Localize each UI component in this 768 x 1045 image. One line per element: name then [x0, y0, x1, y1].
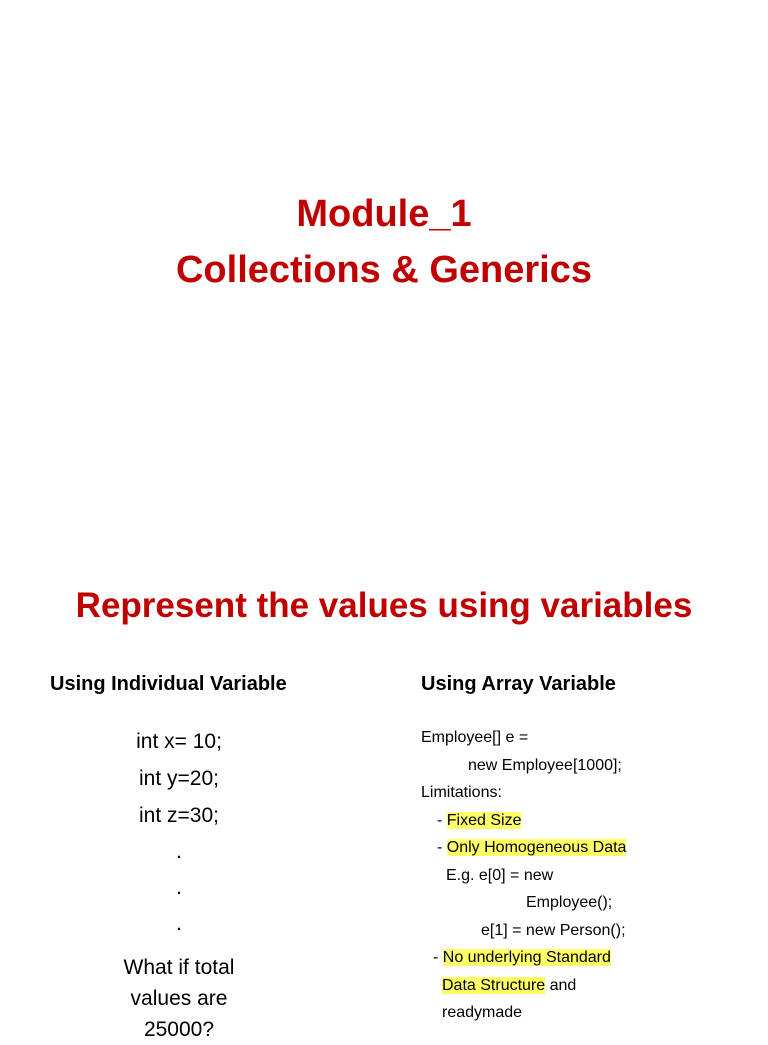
- individual-variable-column: [30, 723, 328, 1045]
- bullet-dash: -: [433, 949, 443, 966]
- question-text: [30, 952, 328, 1045]
- ellipsis-dot: .: [176, 840, 182, 863]
- example-line: e[1] = new Person();: [481, 921, 626, 939]
- limitations-label: Limitations:: [421, 784, 502, 801]
- question-line: values are: [130, 987, 228, 1010]
- highlighted-text: No underlying Standard: [442, 949, 611, 966]
- bullet-dash: -: [437, 811, 447, 829]
- code-line-x: int x= 10;: [136, 730, 222, 753]
- highlighted-text: Only Homogeneous Data: [446, 839, 627, 856]
- limitation-item-continued: readymade: [442, 1004, 523, 1021]
- highlighted-text: Data Structure: [442, 976, 546, 994]
- bullet-dash: -: [437, 839, 447, 856]
- slide-title-topic: Collections & Generics: [175, 249, 592, 291]
- limitation-item: [421, 807, 626, 835]
- left-column-heading: Using Individual Variable: [50, 673, 287, 695]
- code-line-y: int y=20;: [139, 767, 219, 790]
- slide-title-module: Module_1: [296, 193, 472, 235]
- slide-represent-values: [0, 555, 768, 1041]
- array-decl-line: Employee[] e =: [421, 729, 529, 746]
- array-variable-column: [421, 724, 626, 1027]
- right-column-heading: Using Array Variable: [421, 673, 616, 695]
- limitation-item: [421, 944, 626, 972]
- plain-text: and: [545, 976, 577, 994]
- question-line: 25000?: [143, 1018, 215, 1041]
- question-line: What if total: [123, 956, 235, 979]
- code-line-z: int z=30;: [139, 804, 219, 827]
- ellipsis-dot: .: [176, 912, 182, 935]
- example-line: Employee();: [526, 894, 613, 911]
- array-decl-line: new Employee[1000];: [468, 756, 622, 774]
- ellipsis-dot: .: [176, 876, 182, 899]
- slide-title: Represent the values using variables: [75, 586, 693, 625]
- highlighted-text: Fixed Size: [446, 811, 522, 829]
- limitation-item: [421, 834, 626, 862]
- limitation-item-continued: [421, 972, 626, 1000]
- example-line: E.g. e[0] = new: [446, 866, 554, 884]
